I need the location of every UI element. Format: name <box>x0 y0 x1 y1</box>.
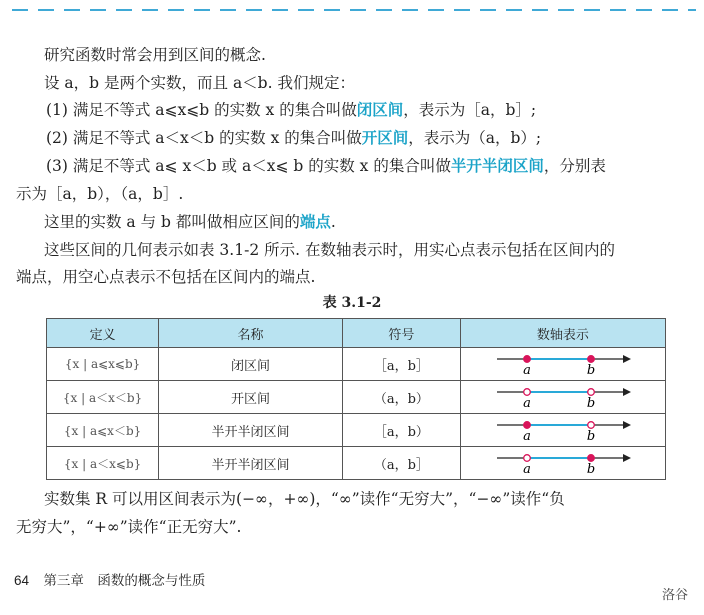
axis-arrow-icon <box>623 355 631 363</box>
endpoint-b-solid <box>588 356 595 363</box>
top-dashed-rule <box>12 8 696 12</box>
term-open-interval: 开区间 <box>361 128 409 147</box>
number-line <box>493 351 633 377</box>
row-name: 开区间 <box>159 381 343 414</box>
paragraph-real-line-2: 无穷大”，“+∞”读作“正无穷大”. <box>16 518 242 536</box>
page-number: 64 <box>14 573 30 588</box>
row-name: 半开半闭区间 <box>159 414 343 447</box>
label-b: b <box>586 396 596 410</box>
row-number-line <box>460 381 665 414</box>
endpoint-b-hollow <box>588 422 595 429</box>
row-symbol: ［a，b） <box>342 414 460 447</box>
label-b: b <box>586 462 596 476</box>
paragraph-intro: 研究函数时常会用到区间的概念. <box>44 46 266 64</box>
row-number-line <box>460 414 665 447</box>
rule-closed-interval: (1) 满足不等式 a⩽x⩽b 的实数 x 的集合叫做闭区间，表示为［a，b］; <box>46 100 537 119</box>
header-number-line: 数轴表示 <box>460 319 665 348</box>
row-number-line <box>460 447 665 480</box>
header-definition: 定义 <box>47 319 159 348</box>
row-name: 半开半闭区间 <box>159 447 343 480</box>
paragraph-geometry-2: 端点，用空心点表示不包括在区间内的端点. <box>16 268 316 286</box>
axis-arrow-icon <box>623 388 631 396</box>
number-line <box>493 450 633 476</box>
paragraph-geometry-1: 这些区间的几何表示如表 3.1-2 所示. 在数轴表示时，用实心点表示包括在区间内的 <box>44 241 615 259</box>
paragraph-real-line-1: 实数集 R 可以用区间表示为(−∞，+∞)，“∞”读作“无穷大”，“−∞”读作“负 <box>44 490 565 508</box>
row-definition: {x | a⩽x＜b} <box>47 414 159 447</box>
table-header-row <box>47 319 666 348</box>
table-row <box>47 381 666 414</box>
row-symbol: ［a，b］ <box>342 348 460 381</box>
label-a: a <box>523 462 531 476</box>
label-b: b <box>586 429 596 443</box>
row-symbol: （a，b］ <box>342 447 460 480</box>
header-name: 名称 <box>159 319 343 348</box>
row-name: 闭区间 <box>159 348 343 381</box>
number-line <box>493 384 633 410</box>
label-b: b <box>586 363 596 377</box>
row-definition: {x | a＜x＜b} <box>47 381 159 414</box>
table-row <box>47 348 666 381</box>
header-symbol: 符号 <box>342 319 460 348</box>
row-definition: {x | a⩽x⩽b} <box>47 348 159 381</box>
row-number-line <box>460 348 665 381</box>
label-a: a <box>523 429 531 443</box>
chapter-title: 第三章 函数的概念与性质 <box>43 573 206 589</box>
label-a: a <box>523 396 531 410</box>
axis-arrow-icon <box>623 454 631 462</box>
rule-half-open-interval: (3) 满足不等式 a⩽ x＜b 或 a＜x⩽ b 的实数 x 的集合叫做半开半闭区间，分别表 <box>46 156 606 175</box>
endpoint-a-hollow <box>524 455 531 462</box>
endpoint-a-solid <box>524 422 531 429</box>
table-row <box>47 414 666 447</box>
term-endpoint: 端点 <box>299 212 331 231</box>
label-a: a <box>523 363 531 377</box>
interval-table <box>46 318 666 480</box>
row-symbol: （a，b） <box>342 381 460 414</box>
endpoint-b-hollow <box>588 389 595 396</box>
table-row <box>47 447 666 480</box>
endpoint-a-hollow <box>524 389 531 396</box>
endpoint-b-solid <box>588 455 595 462</box>
watermark: 洛谷 <box>661 587 688 602</box>
row-definition: {x | a＜x⩽b} <box>47 447 159 480</box>
rule-open-interval: (2) 满足不等式 a＜x＜b 的实数 x 的集合叫做开区间，表示为（a，b）; <box>46 128 542 147</box>
axis-arrow-icon <box>623 421 631 429</box>
rule-half-open-notation: 示为［a，b），（a，b］. <box>16 185 184 203</box>
term-half-open-interval: 半开半闭区间 <box>450 156 544 175</box>
page-footer <box>14 569 205 589</box>
number-line <box>493 417 633 443</box>
endpoint-a-solid <box>524 356 531 363</box>
table-caption: 表 3.1-2 <box>322 295 382 311</box>
paragraph-definition: 设 a，b 是两个实数，而且 a＜b. 我们规定： <box>44 74 355 92</box>
paragraph-endpoint: 这里的实数 a 与 b 都叫做相应区间的端点. <box>44 212 336 231</box>
term-closed-interval: 闭区间 <box>356 100 404 119</box>
